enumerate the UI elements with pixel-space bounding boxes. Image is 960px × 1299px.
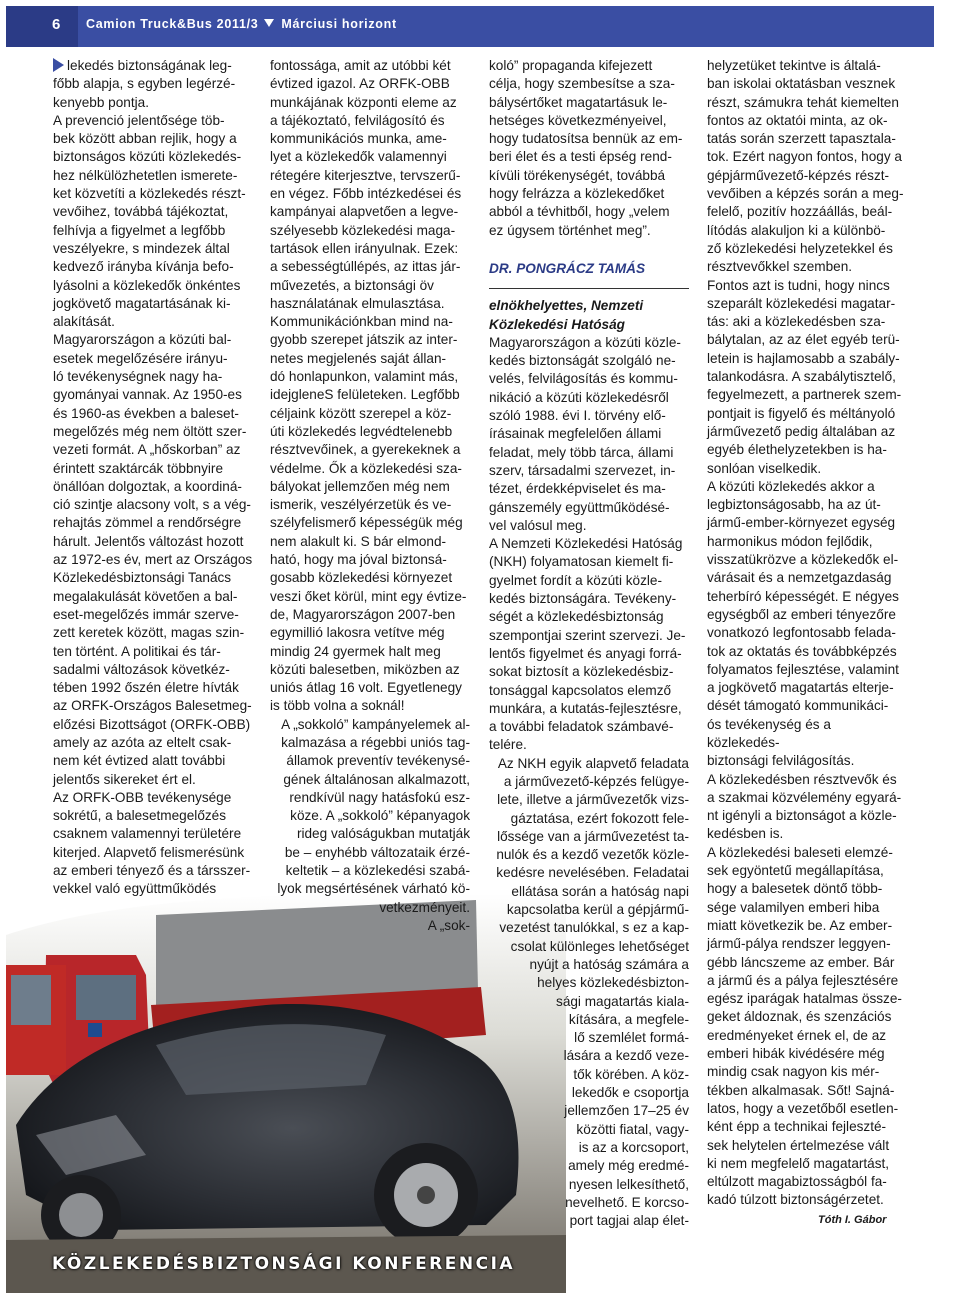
column-1 <box>53 57 253 899</box>
col4-paragraph-2: Fontos azt is tudni, hogy nincs szeparált közlekedési magatar- tás: aki a közlekedésben sza- bálytalan, az az élet egyéb terü- letein is hajlamosabb a szabály- talankodásra. A szabálytisztelő, fegyelmezett, a partnerek szem- pontjait is figyelő és méltányoló járművezető pedig általában az egyéb élethelyzetekben is ha- sonlóan viselkedik. <box>707 277 902 476</box>
col1-paragraph-3: Magyarországon a közúti bal- esetek megelőzésére irányu- ló tevékenységnek nagy ha- gyományai vannak. Az 1950-es és 1960-as években a baleset- megelőzés még nem öltött szer- vezeti formát. A „hőskorban” az érintett szaktárcák többnyire önállóan dolgoztak, a koordiná- ció szintje alacsony volt, s a vég- rehajtás zömmel a rendőrségre hárult. Jelentős változást hozott az 1972-es év, mert az Országos Közlekedésbiztonsági Tanács megalakulását követően a bal- eset-megelőzés immár szerve- zett keretek között, magas szin- ten történt. A politikai és tár- sadalmi változások követkéz- tében 1992 őszén életre hívták az ORFK-Országos Balesetmeg- előzési Bizottságot (ORFK-OBB) amely az azóta az eltelt csak- nem két évtized alatt további jelentős sikereket ért el. <box>53 332 253 787</box>
col3-paragraph-2: Magyarországon a közúti közle- kedés biztonságát szolgáló ne- velés, felvilágosítás és kommu- nikáció a közúti közlekedésről szóló 1988. évi I. törvény elő- írásainak megfelelően állami feladat, mely több tárca, állami szerv, társadalmi szervezet, in- tézet, érdekképviselet és ma- gánszemély együttműködésé- vel valósul meg. <box>489 334 681 533</box>
col1-paragraph-1 <box>53 57 253 112</box>
triangle-down-icon <box>264 19 274 27</box>
page-number: 6 <box>52 16 61 33</box>
col3-paragraph-1: koló” propaganda kifejezett célja, hogy szembesítse a sza- bálysértőket magatartásuk le- hetséges következményeivel, hogy tudatosítsa bennük az em- beri élet és a testi épség rend- kívüli törékenységét, továbbá hogy felrázza a közlekedőket abból a tévhitből, hogy „velem ez úgysem történhet meg”. <box>489 58 683 238</box>
author-role: elnökhelyettes, Nemzeti Közlekedési Hatóság <box>489 298 644 332</box>
col4-paragraph-5: A közlekedési baleseti elemzé- sek egyöntetű megállapítása, hogy a balesetek döntő több- sége valamilyen emberi hiba miatt következik be. Az ember- jármű-pálya rendszer leggyen- gébb láncszeme az ember. Bár a jármű és a pálya fejlesztésére egész iparágak hatalmas össze- geket áldoznak, és szenzációs eredményeket érnek el, de az emberi hibák kivédésére még mindig csak nagyon kis mér- tékben alkalmasak. Sőt! Sajná- latos, hogy a vezetőből esetlen- ként épp a technikai fejleszté- sek helytelen értelmezése vált ki nem megfelelő magatartást, eltúlzott magabiztosságból fa- kadó túlzott biztonságérzetet. <box>707 844 902 1208</box>
magazine-title: Camion Truck&Bus 2011/3 <box>86 17 259 31</box>
col4-paragraph-4: A közlekedésben résztvevők és a szakmai közvélemény egyará- nt igényli a biztonságot a közle- kedésben is. <box>707 771 902 842</box>
column-3 <box>489 57 689 1230</box>
col2-paragraph-3: A „sokkoló” kampányelemek al- kalmazása a régebbi uniós tag- államok preventív tevékenysé- gének általánosan alkalmazott, rendkívül nagy hatásfokú esz- köze. A „sokkoló” képanyagok rideg valóságukban mutatják be – enyhébb változataik érzé- keltetik – a közlekedési szabá- lyok megsértésének várható kö- vetkezményeit. A „sok- <box>277 716 470 933</box>
signature: Tóth I. Gábor <box>818 1214 887 1226</box>
col1-paragraph-4: Az ORFK-OBB tevékenysége sokrétű, a balesetmegelőzés csaknem valamennyi területére kiterjed. Alapvető felismerésünk az emberi tényező és a társszer- vekkel való együttműködés <box>53 789 251 897</box>
col4-paragraph-3: A közúti közlekedés akkor a legbiztonságosabb, ha az út- jármű-ember-környezet egység harmonikus módon fejlődik, visszatükrözve a közlekedők el- várásait és a nemzetgazdaság teherbíró képességét. E négyes egységből az emberi tényezőre vonatkozó legfontosabb felada- tok az oktatás és továbbképzés folyamatos fejlesztése, valamint a jogkövető magatartás elterje- dését támogató kommunikáci- ós tevékenység és a közlekedés- biztonsági felvilágosítás. <box>707 478 899 769</box>
section-title: Márciusi horizont <box>281 17 397 31</box>
col3-paragraph-3: A Nemzeti Közlekedési Hatóság (NKH) folyamatosan kiemelt fi- gyelmet fordít a közúti közle- kedés biztonságára. Tevékeny- ségét a közlekedésbiztonság szempontjai szerint szervezi. Je- lentős figyelmet és anyagi forrá- sokat biztosít a közlekedésbiz- tonsággal kapcsolatos elemző munkára, a kutatás-fejlesztésre, a további feladatok számbavé- telére. <box>489 536 686 753</box>
col4-paragraph-1: helyzetüket tekintve is általá- ban iskolai oktatásban vesznek részt, számukra tehát kiemelten fontos az oktatói minta, az ok- tatás során szerzett tapasztala- tok. Ezért nagyon fontos, hogy a gépjárművezető-képzés részt- vevőiben a képzés során a meg- felelő, pozitív hozzáállás, beál- lítódás alakuljon ki a különbö- ző közlekedési helyzetekkel és résztvevőkkel szemben. <box>707 58 904 275</box>
col2-paragraph-2: Kommunikációnkban mind na- gyobb szerepet játszik az inter- netes megjelenés saját állan- dó honlapunkon, valamint más, idejgleneS felületeken. Legfőbb céljaink között szerepel a köz- úti közlekedés legvédtelenebb résztvevőinek, a gyerekeknek a védelme. Ők a közlekedési sza- bályokat jellemzően még nem ismerik, veszélyérzetük és ve- szélyfelismerő képességük még nem alakult ki. S bár elmond- ható, hogy ma jóval biztonsá- gosabb közlekedési környezet veszi őket körül, mint egy évtize- de, Magyarországon 2007-ben egymillió lakosra vetítve még mindig 24 gyermek halt meg közúti balesetben, miközben az uniós átlag 16 volt. Egyetlenegy is több volna a soknál! <box>270 314 467 714</box>
page-number-box <box>6 6 78 47</box>
col2-paragraph-1: fontossága, amit az utóbbi két évtized igazol. Az ORFK-OBB munkájának központi eleme az a tájékoztató, felvilágosító és kommunikációs munka, ame- lyet a közlekedők valamennyi rétegére kiterjesztve, tervszerű- en végez. Főbb intézkedései és kampányai alapvetően a legve- szélyesebb közlekedési maga- tartások ellen irányulnak. Ezek: a sebességtúllépés, az ittas jár- művezetés, a biztonsági öv használatának elmulasztása. <box>270 58 462 311</box>
header-text <box>86 17 397 31</box>
crash-photo <box>6 895 566 1293</box>
conference-banner: KÖZLEKEDÉSBIZTONSÁGI KONFERENCIA <box>52 1254 516 1274</box>
col1-paragraph-1-text: lekedés biztonságának leg- főbb alapja, s egyben legérzé- kenyebb pontja. <box>53 58 236 110</box>
col3-paragraph-4: Az NKH egyik alapvető feladata a járművezető-képzés felügye- lete, illetve a járművezetők vizs- gáztatása, ezért fokozott fele- lőssége van a járművezetést ta- nulók és a kezdő vezetők közle- kedésre nevelésében. Feladatai ellátása során a hatóság napi kapcsolatba kerül a gépjármű- vezetést tanulókkal, s ez a kap- csolat különleges lehetőséget nyújt a hatóság számára a helyes közlekedésbizton- sági magatartás kiala- kítására, a megfele- lő szemlélet formá- lására a kezdő veze- tők körében. A köz- lekedők e csoportja jellemzően 17–25 év közötti fiatal, vagy- is az a korcsoport, amely még eredmé- nyesen lelkesíthető, nevelhető. E korcso- port tagjai alap élet- <box>496 755 689 1229</box>
bullet-arrow-icon <box>53 58 64 72</box>
col1-paragraph-2: A prevenció jelentősége töb- bek között abban rejlik, hogy a biztonságos közúti közlekedés- hez nélkülözhetetlen ismerete- ket közvetíti a közlekedés részt- vevőihez, továbbá tájékoztat, felhívja a figyelmet a legfőbb veszélyekre, s mindezek által kedvező irányba kívánja befo- lyásolni a közlekedők önkéntes jogkövető magatartásának ki- alakítását. <box>53 112 246 330</box>
column-4 <box>707 57 907 1210</box>
author-name: DR. PONGRÁCZ TAMÁS <box>489 260 689 289</box>
column-2 <box>270 57 470 935</box>
